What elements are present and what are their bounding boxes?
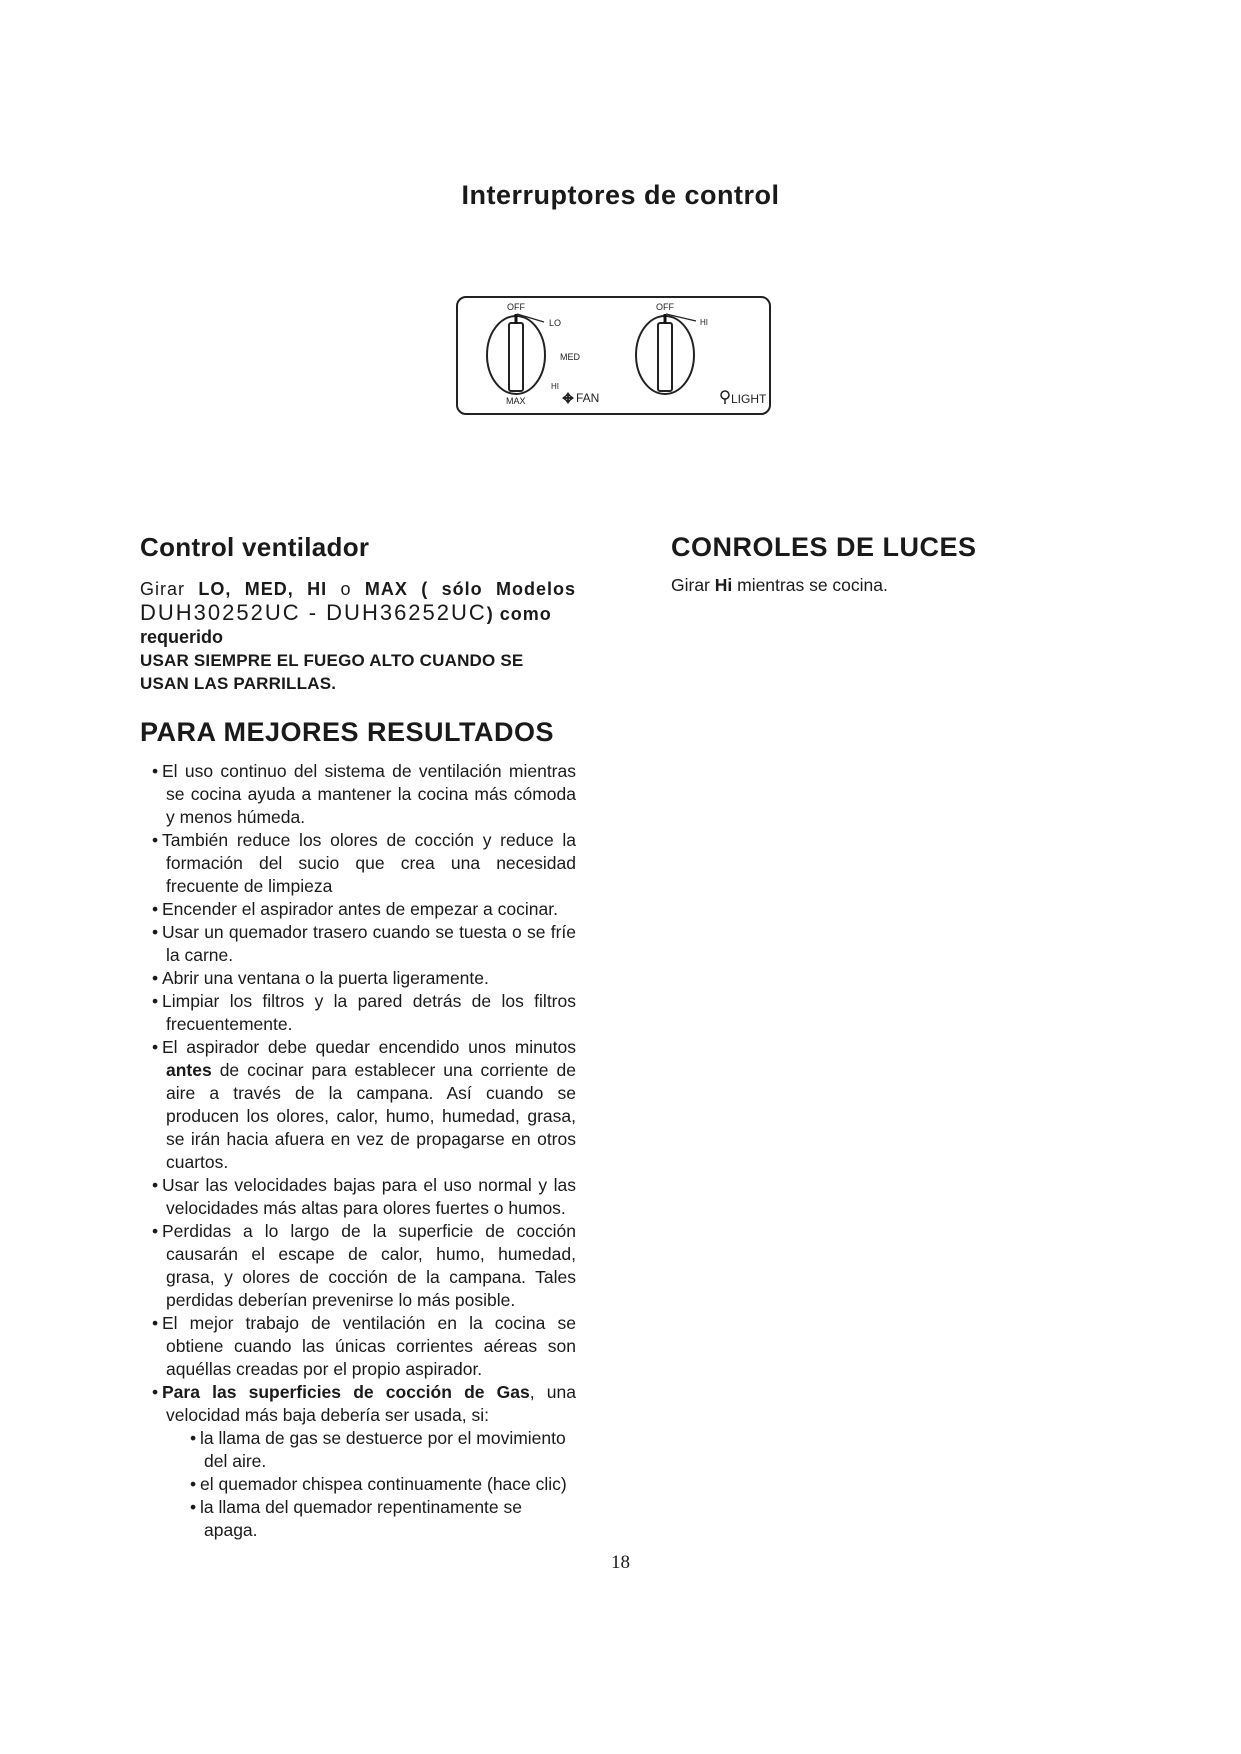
fan-label: FAN — [576, 391, 600, 405]
fan-control-instructions — [140, 577, 576, 626]
list-item: • Perdidas a lo largo de la superficie de cocción causarán el escape de calor, humo, humedad, grasa, y olores de cocción de la campana. Tales perdidas deberían prevenirse lo más posible. — [140, 1220, 576, 1312]
list-item: • Abrir una ventana o la puerta ligeramente. — [140, 967, 576, 990]
text-span: El aspirador debe quedar encendido unos minutos — [162, 1037, 576, 1057]
list-item: • También reduce los olores de cocción y reduce la formación del sucio que crea una necesidad frecuente de limpieza — [140, 829, 576, 898]
list-item — [140, 1381, 576, 1542]
text-span: o — [327, 579, 365, 599]
right-column — [671, 532, 1111, 596]
list-item — [140, 1036, 576, 1174]
emphasis: Hi — [714, 575, 733, 595]
control-panel-diagram — [455, 295, 773, 419]
emphasis: antes — [166, 1060, 212, 1080]
list-item: • Encender el aspirador antes de empezar a cocinar. — [140, 898, 576, 921]
tips-list — [140, 760, 576, 1542]
light-control-section — [671, 532, 1111, 596]
light-knob[interactable] — [636, 314, 694, 394]
model-numbers: DUH30252UC - DUH36252UC — [140, 600, 487, 625]
fan-hi-label: HI — [551, 382, 559, 391]
text-span: , una velocidad más baja debería ser usada, si: — [166, 1382, 576, 1425]
list-item: • el quemador chispea continuamente (hace clic) — [178, 1473, 576, 1496]
page-title: Interruptores de control — [461, 180, 780, 210]
models-suffix: ) como — [486, 604, 552, 624]
fan-lo-label: LO — [549, 318, 562, 328]
list-item: • El uso continuo del sistema de ventilación mientras se cocina ayuda a mantener la cocina más cómoda y menos húmeda. — [140, 760, 576, 829]
fan-max-label: MAX — [506, 396, 526, 406]
fan-med-label: MED — [560, 352, 580, 362]
grill-warning: USAR SIEMPRE EL FUEGO ALTO CUANDO SE USAN LAS PARRILLAS. — [140, 651, 524, 693]
fan-control-required: requerido — [140, 627, 224, 647]
list-item: • Usar un quemador trasero cuando se tuesta o se fríe la carne. — [140, 921, 576, 967]
gas-conditions-list — [166, 1427, 576, 1542]
left-column — [140, 532, 576, 1542]
light-off-label: OFF — [656, 302, 674, 312]
list-item: • El mejor trabajo de ventilación en la cocina se obtiene cuando las únicas corrientes aéreas son aquéllas creadas por el propio aspirador. — [140, 1312, 576, 1381]
list-item: • Usar las velocidades bajas para el uso normal y las velocidades más altas para olores fuertes o humos. — [140, 1174, 576, 1220]
speed-options: LO, MED, HI — [198, 579, 328, 599]
max-option: MAX — [364, 579, 408, 599]
models-note: ( sólo Modelos — [407, 579, 577, 599]
light-control-heading: CONROLES DE LUCES — [671, 532, 977, 562]
text-span: de cocinar para establecer una corriente de aire a través de la campana. Así cuando se producen los olores, calor, humo, humedad, grasa, se irán hacia afuera en vez de propagarse en otros cuartos. — [166, 1060, 576, 1172]
best-results-heading: PARA MEJORES RESULTADOS — [140, 717, 555, 747]
page-number: 18 — [611, 1552, 630, 1573]
fan-off-label: OFF — [507, 302, 525, 312]
text-span: Girar — [671, 575, 715, 595]
emphasis: Para las superficies de cocción de Gas — [162, 1382, 530, 1402]
list-item: • la llama de gas se destuerce por el movimiento del aire. — [178, 1427, 576, 1473]
fan-control-section — [140, 532, 576, 695]
best-results-section — [140, 717, 576, 1542]
list-item: • la llama del quemador repentinamente se apaga. — [178, 1496, 576, 1542]
text-span: mientras se cocina. — [732, 575, 888, 595]
light-control-instructions — [671, 575, 1111, 596]
fan-control-heading: Control ventilador — [140, 532, 370, 562]
light-label: LIGHT — [731, 392, 767, 406]
light-hi-label: HI — [700, 318, 708, 327]
text-span: Girar — [140, 579, 199, 599]
list-item: • Limpiar los filtros y la pared detrás de los filtros frecuentemente. — [140, 990, 576, 1036]
fan-knob[interactable] — [487, 314, 545, 394]
